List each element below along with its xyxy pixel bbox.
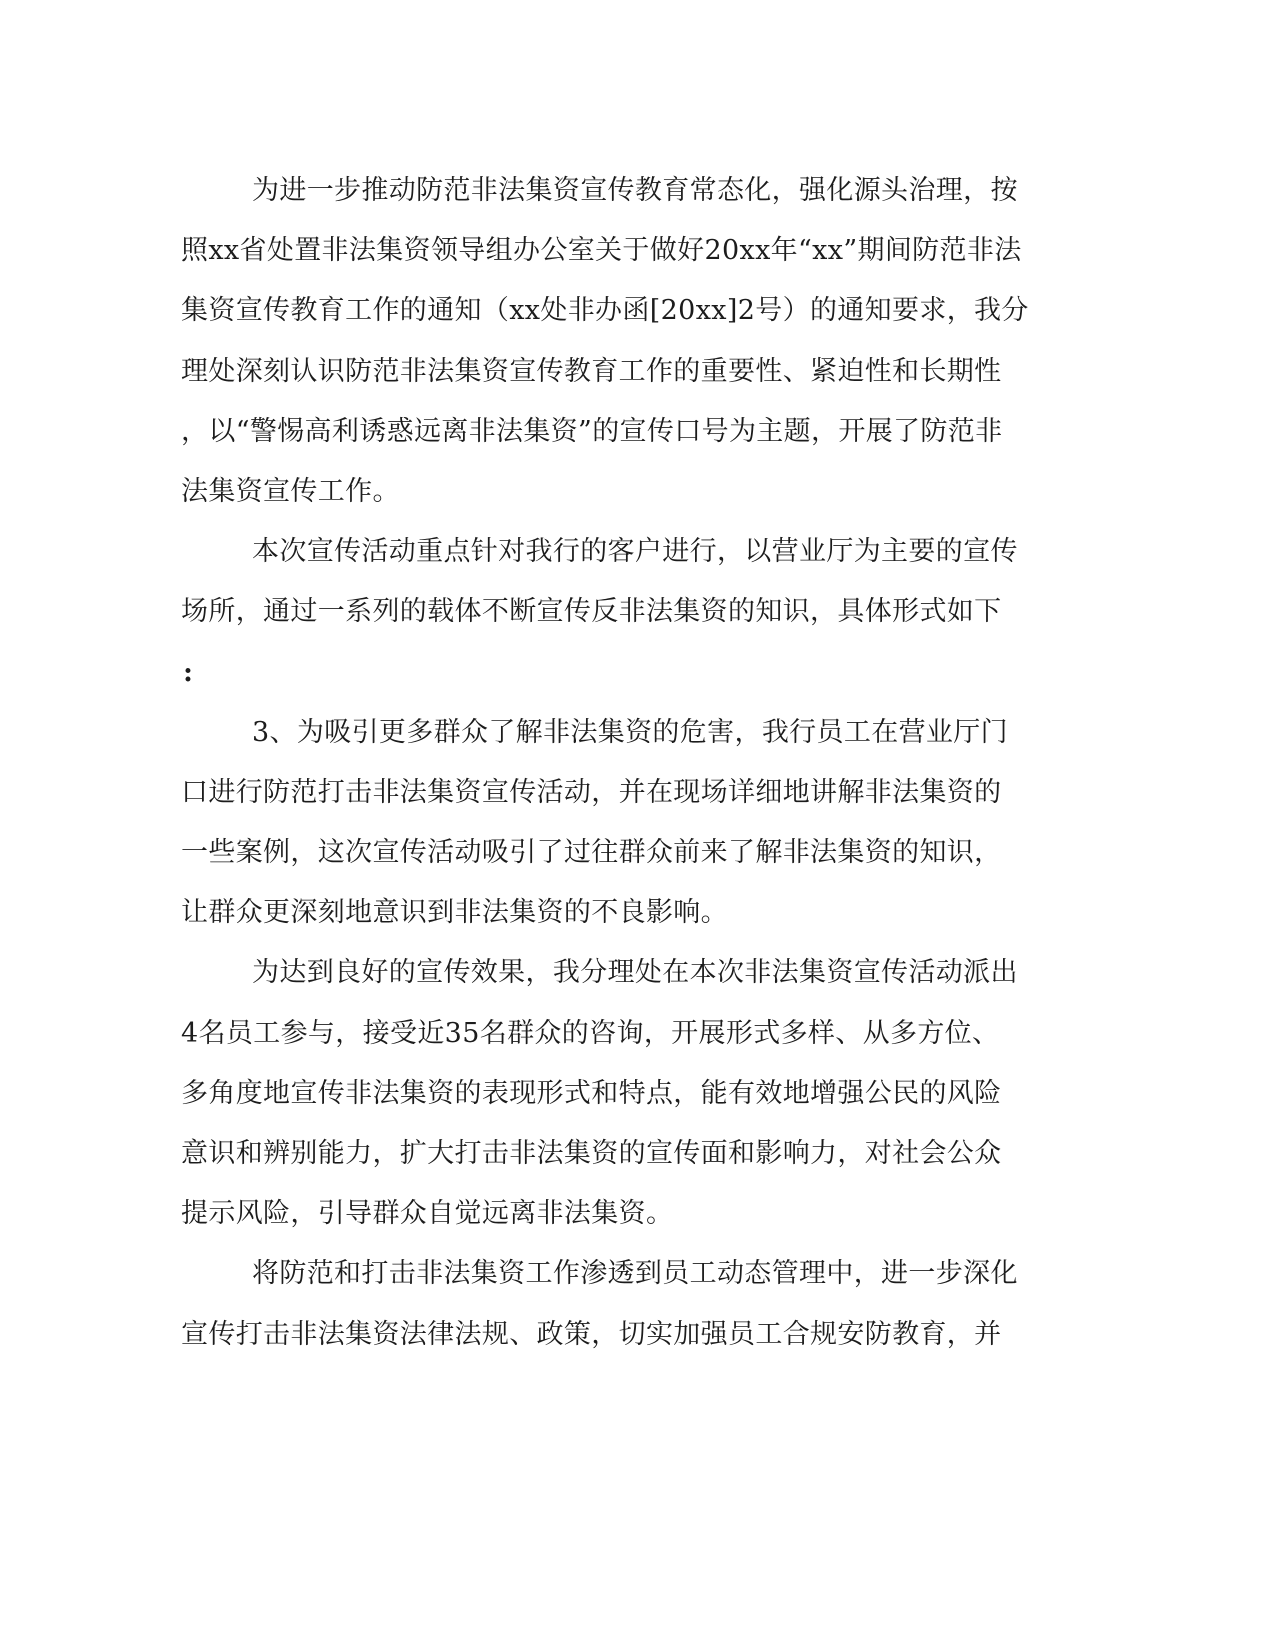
paragraph-5 bbox=[181, 1244, 1041, 1364]
text-line: 为达到良好的宣传效果，我分理处在本次非法集资宣传活动派出 bbox=[252, 957, 1018, 989]
text-line: 提示风险，引导群众自觉远离非法集资。 bbox=[181, 1198, 674, 1230]
paragraph-3 bbox=[181, 703, 1041, 944]
text-line: 场所，通过一系列的载体不断宣传反非法集资的知识，具体形式如下 bbox=[181, 596, 1002, 628]
text-line: 一些案例，这次宣传活动吸引了过往群众前来了解非法集资的知识， bbox=[181, 837, 1002, 869]
text-line: : bbox=[183, 656, 194, 688]
text-line: 为进一步推动防范非法集资宣传教育常态化，强化源头治理，按 bbox=[252, 175, 1018, 206]
text-line: 本次宣传活动重点针对我行的客户进行，以营业厅为主要的宣传 bbox=[252, 536, 1018, 568]
text-line: 口进行防范打击非法集资宣传活动，并在现场详细地讲解非法集资的 bbox=[181, 776, 1002, 808]
text-line: 意识和辨别能力，扩大打击非法集资的宣传面和影响力，对社会公众 bbox=[181, 1138, 1002, 1169]
text-line: 多角度地宣传非法集资的表现形式和特点，能有效地增强公民的风险 bbox=[181, 1077, 1002, 1109]
text-line: 理处深刻认识防范非法集资宣传教育工作的重要性、紧迫性和长期性 bbox=[181, 355, 1002, 387]
paragraph-2 bbox=[181, 522, 1041, 703]
text-line: 3、为吸引更多群众了解非法集资的危害，我行员工在营业厅门 bbox=[252, 716, 1008, 748]
text-line: 宣传打击非法集资法律法规、政策，切实加强员工合规安防教育，并 bbox=[181, 1318, 1002, 1350]
text-line: 法集资宣传工作。 bbox=[181, 475, 400, 507]
text-line: 4名员工参与，接受近35名群众的咨询，开展形式多样、从多方位、 bbox=[181, 1017, 1000, 1049]
document-body bbox=[181, 161, 1041, 1365]
text-line: 集资宣传教育工作的通知（xx处非办函[20xx]2号）的通知要求，我分 bbox=[181, 295, 1029, 327]
paragraph-4 bbox=[181, 943, 1041, 1244]
paragraph-1 bbox=[181, 161, 1041, 522]
text-line: 让群众更深刻地意识到非法集资的不良影响。 bbox=[181, 897, 728, 929]
text-line: 将防范和打击非法集资工作渗透到员工动态管理中，进一步深化 bbox=[252, 1258, 1018, 1290]
text-line: 照xx省处置非法集资领导组办公室关于做好20xx年“xx”期间防范非法 bbox=[181, 235, 1022, 267]
text-line: ，以“警惕高利诱惑远离非法集资”的宣传口号为主题，开展了防范非 bbox=[181, 415, 1003, 447]
